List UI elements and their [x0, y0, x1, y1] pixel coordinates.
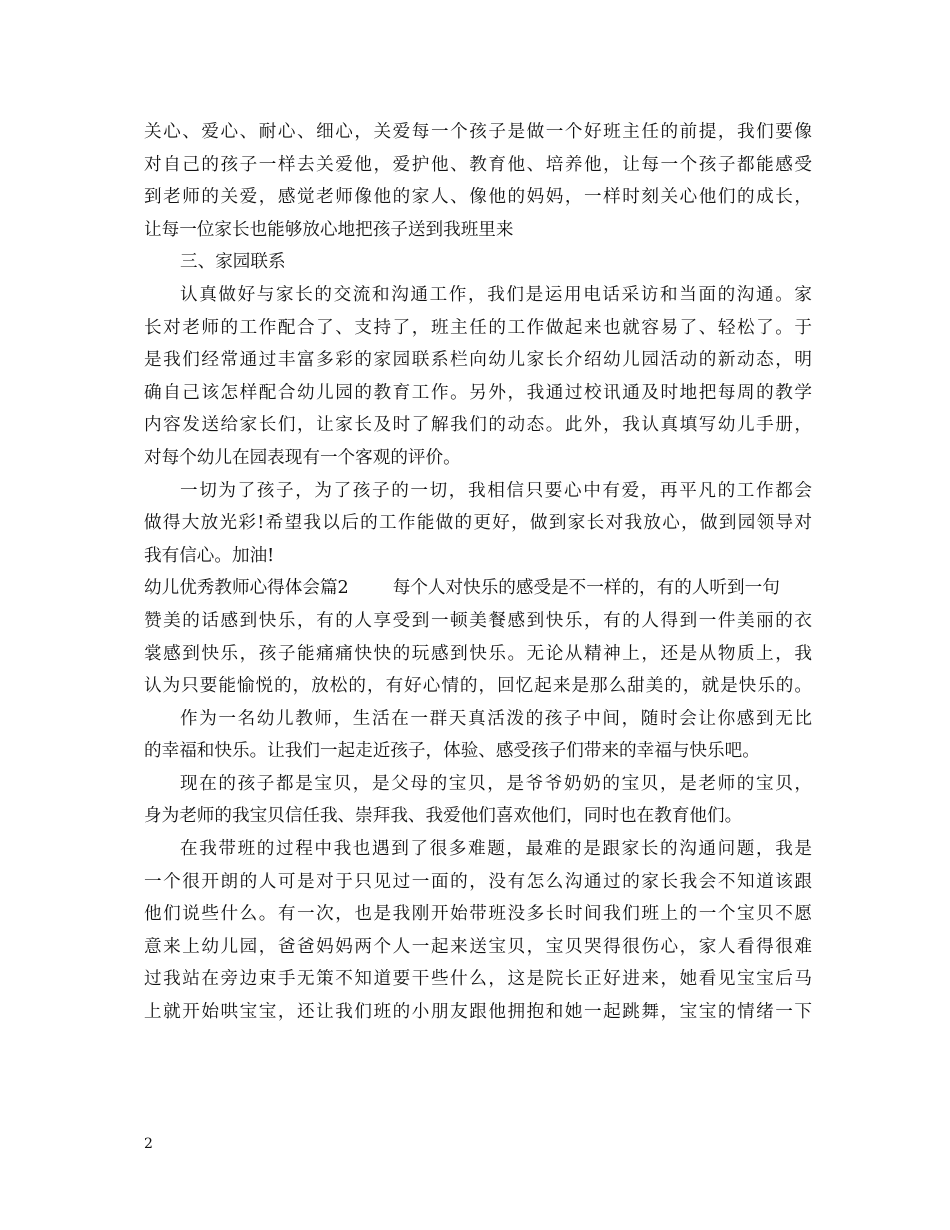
- text-line: 一切为了孩子，为了孩子的一切，我相信只要心中有爱，再平凡的工作都会: [180, 480, 812, 501]
- text-line: 过我站在旁边束手无策不知道要干些什么，这是院长正好进来，她看见宝宝后马: [144, 969, 812, 990]
- text-line: 现在的孩子都是宝贝，是父母的宝贝，是爷爷奶奶的宝贝，是老师的宝贝，: [180, 773, 812, 794]
- text-line: 内容发送给家长们，让家长及时了解我们的动态。此外，我认真填写幼儿手册，: [144, 415, 812, 436]
- text-line: 做得大放光彩!希望我以后的工作能做的更好，做到家长对我放心，做到园领导对: [144, 513, 812, 534]
- text-line: 赞美的话感到快乐，有的人享受到一顿美餐感到快乐，有的人得到一件美丽的衣: [144, 610, 812, 631]
- text-line: 确自己该怎样配合幼儿园的教育工作。另外，我通过校讯通及时地把每周的教学: [144, 382, 812, 403]
- text-line: 认真做好与家长的交流和沟通工作，我们是运用电话采访和当面的沟通。家: [180, 284, 812, 305]
- section-title: 幼儿优秀教师心得体会篇2: [144, 578, 349, 599]
- text-line: 长对老师的工作配合了、支持了，班主任的工作做起来也就容易了、轻松了。于: [144, 317, 812, 338]
- section-heading: 三、家园联系: [180, 252, 286, 273]
- text-line: 到老师的关爱，感觉老师像他的家人、像他的妈妈，一样时刻关心他们的成长，: [144, 187, 812, 208]
- text-line: 在我带班的过程中我也遇到了很多难题，最难的是跟家长的沟通问题，我是: [180, 839, 812, 860]
- text-line: 我有信心。加油!: [144, 545, 275, 566]
- text-line: 作为一名幼儿教师，生活在一群天真活泼的孩子中间，随时会让你感到无比: [180, 708, 812, 729]
- section-title-continuation: 每个人对快乐的感受是不一样的，有的人听到一句: [392, 578, 780, 599]
- text-line: 让每一位家长也能够放心地把孩子送到我班里来: [144, 219, 514, 240]
- text-line: 对每个幼儿在园表现有一个客观的评价。: [144, 447, 461, 468]
- text-line: 一个很开朗的人可是对于只见过一面的，没有怎么沟通过的家长我会不知道该跟: [144, 871, 812, 892]
- text-line: 关心、爱心、耐心、细心，关爱每一个孩子是做一个好班主任的前提，我们要像: [144, 122, 812, 142]
- text-line: 是我们经常通过丰富多彩的家园联系栏向幼儿家长介绍幼儿园活动的新动态，明: [144, 350, 812, 371]
- text-line: 对自己的孩子一样去关爱他，爱护他、教育他、培养他，让每一个孩子都能感受: [144, 154, 812, 175]
- text-line: 裳感到快乐，孩子能痛痛快快的玩感到快乐。无论从精神上，还是从物质上，我: [144, 643, 812, 664]
- section-title-line: [144, 572, 812, 605]
- document-body: [144, 116, 812, 1029]
- text-line: 意来上幼儿园，爸爸妈妈两个人一起来送宝贝，宝贝哭得很伤心，家人看得很难: [144, 936, 812, 957]
- text-line: 身为老师的我宝贝信任我、崇拜我、我爱他们喜欢他们，同时也在教育他们。: [144, 806, 743, 827]
- text-line: 认为只要能愉悦的，放松的，有好心情的，回忆起来是那么甜美的，就是快乐的。: [144, 676, 812, 697]
- text-line: 上就开始哄宝宝，还让我们班的小朋友跟他拥抱和她一起跳舞，宝宝的情绪一下: [144, 1002, 812, 1023]
- text-line: 他们说些什么。有一次，也是我刚开始带班没多长时间我们班上的一个宝贝不愿: [144, 904, 812, 925]
- text-line: 的幸福和快乐。让我们一起走近孩子，体验、感受孩子们带来的幸福与快乐吧。: [144, 741, 760, 762]
- page-number: 2: [144, 1136, 153, 1152]
